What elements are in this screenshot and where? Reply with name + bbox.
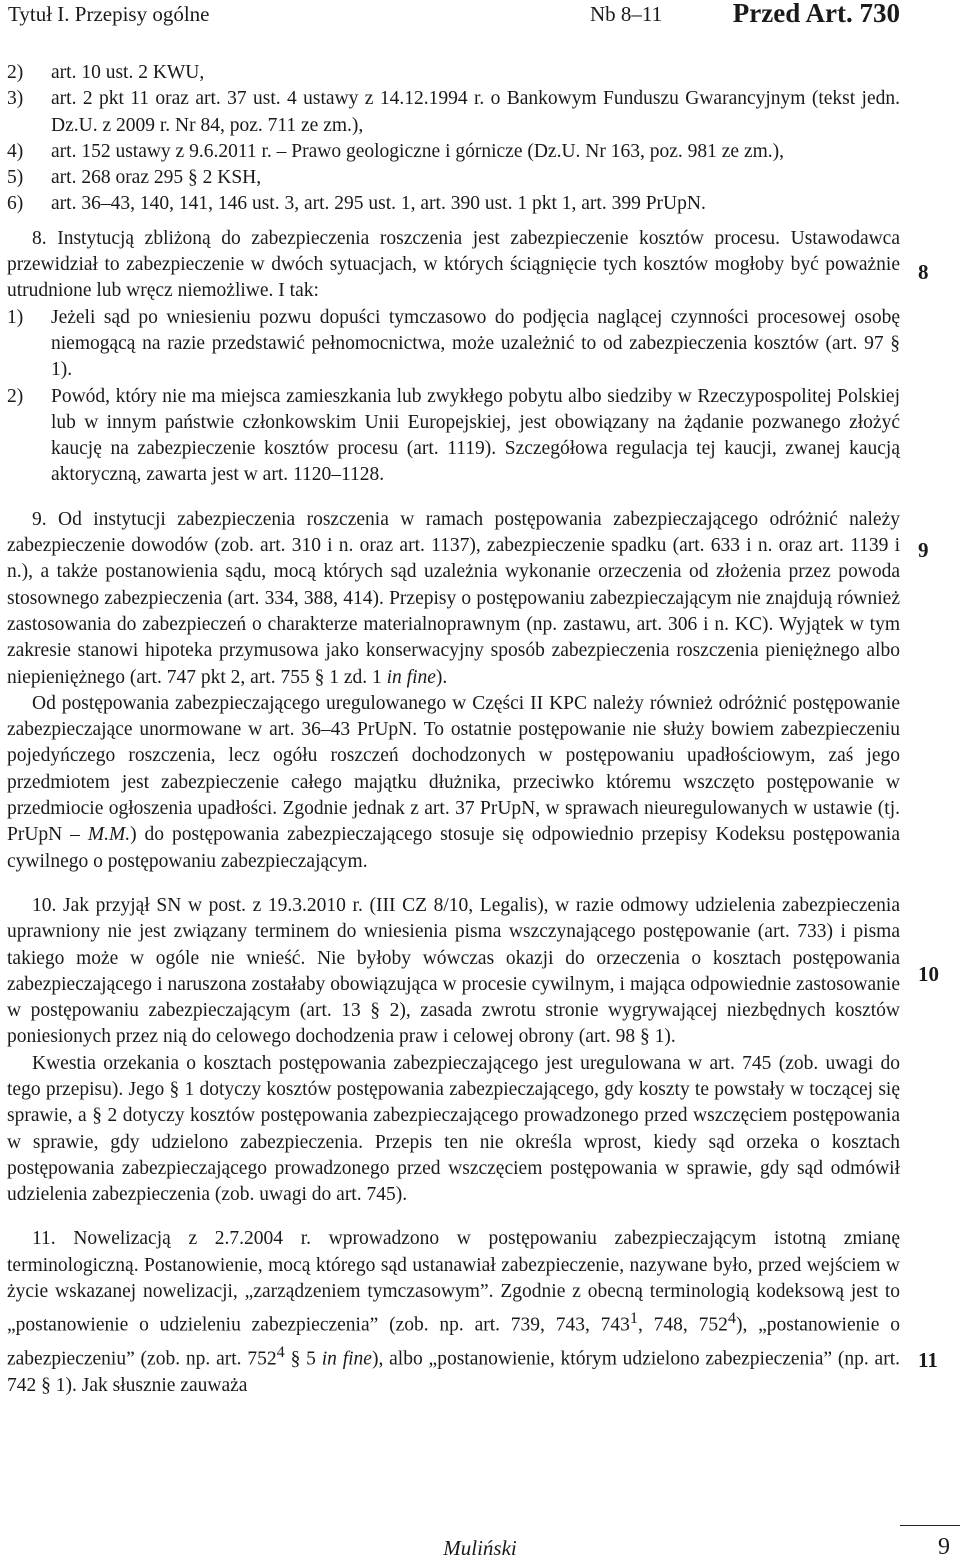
paragraph: 8. Instytucją zbliżoną do zabezpieczenia roszczenia jest zabezpieczenie kosztów procesu. Ustawodawca przewidział to zabezpieczenie w dwóch sytuacjach, w których ściągnięcie tych kosztów mogłoby być poważnie utrudnione lub wręcz niemożliwe. I tak:: [7, 227, 900, 302]
list-item: 6) art. 36–43, 140, 141, 146 ust. 3, art. 295 ust. 1, art. 390 ust. 1 pkt 1, art. 399 PrUpN.: [7, 193, 706, 215]
paragraph: Od postępowania zabezpieczającego uregulowanego w Części II KPC należy również odróżnić postępowanie zabezpieczające unormowane w art. 36–43 PrUpN. To ostatnie postępowanie nie służy bowiem zabezpieczeniu pojedyńczego roszczenia, lecz ogółu roszczeń dochodzonych w postępowaniu upadłościowym, zaś jego przedmiotem jest zabezpieczenie całego majątku dłużnika, przeciwko któremu wszczęto postępowanie w przedmiocie ogłoszenia upadłości. Zgodnie jednak z art. 37 PrUpN, w sprawach nieuregulowanych w ustawie (tj. PrUpN – M.M.) do postępowania zabezpieczającego stosuje się odpowiednio przepisy Kodeksu postępowania cywilnego o postępowaniu zabezpieczającym.: [7, 692, 901, 872]
section-nb-11: [7, 1226, 900, 1399]
paragraph: Kwestia orzekania o kosztach postępowania zabezpieczającego jest uregulowana w art. 745 (zob. uwagi do tego przepisu). Jego § 1 dotyczy kosztów postępowania zabezpieczającego, gdy koszty te powstały w toczącej się sprawie, a § 2 dotyczy kosztów postępowania zabezpieczającego prowadzonego przed wszczęciem postępowania w sprawie, gdy udzielono zabezpieczenia. Przepis ten nie określa wprost, kiedy sąd orzeka o kosztach postępowania zabezpieczającego prowadzonego przed wszczęciem postępowania w sprawie, gdy sąd odmówił udzielenia zabezpieczenia (zob. uwagi do art. 745).: [7, 1052, 900, 1206]
section-nb-8: [7, 226, 900, 489]
list-item: 1) Jeżeli sąd po wniesieniu pozwu dopuści tymczasowo do podjęcia naglącej czynności procesowej osobę niemogącą na razie przedstawić pełnomocnictwa, może uzależnić to od zabezpieczenia kosztów (art. 97 § 1).: [7, 306, 900, 381]
page-body: [7, 60, 900, 1399]
list-item: 2) Powód, który nie ma miejsca zamieszkania lub zwykłego pobytu albo siedziby w Rzeczypospolitej Polskiej lub w innym państwie członkowskim Unii Europejskiej, jest obowiązany na żądanie pozwanego złożyć kaucję na zabezpieczenie kosztów procesu (art. 1119). Szczegółowa regulacja tej kaucji, zwanej kaucją aktoryczną, zawarta jest w art. 1120–1128.: [7, 385, 900, 486]
footer-author: Muliński: [443, 1536, 517, 1560]
margin-number-9: 9: [918, 538, 929, 562]
margin-number-10: 10: [918, 962, 939, 986]
margin-number-11: 11: [918, 1348, 938, 1372]
section-nb-10: [7, 893, 900, 1209]
list-item: 3) art. 2 pkt 11 oraz art. 37 ust. 4 ustawy z 14.12.1994 r. o Bankowym Funduszu Gwarancyjnym (tekst jedn. Dz.U. z 2009 r. Nr 84, poz. 711 ze zm.),: [7, 88, 900, 136]
page-number: 9: [938, 1534, 950, 1560]
list-item: 4) art. 152 ustawy z 9.6.2011 r. – Prawo geologiczne i górnicze (Dz.U. Nr 163, poz. 981 ze zm.),: [7, 140, 785, 162]
section-nb-9: [7, 507, 900, 875]
header-title: Tytuł I. Przepisy ogólne: [8, 2, 210, 26]
paragraph: 10. Jak przyjął SN w post. z 19.3.2010 r. (III CZ 8/10, Legalis), w razie odmowy udzielenia zabezpieczenia uprawniony nie jest związany terminem do wniesienia pisma wszczynającego postępowanie (art. 733) i pisma takiego może w ogóle nie wnieść. Nie byłoby wówczas okazji do orzeczenia o kosztach postępowania zabezpieczającego i naruszona zostałaby obowiązująca w procesie cywilnym, i mająca odpowiednie zastosowanie w postępowaniu zabezpieczającym (art. 13 § 2), zasada zwrotu stronie wygrywającej niezbędnych kosztów poniesionych przez nią do celowego dochodzenia praw i celowej obrony (art. 98 § 1).: [7, 894, 900, 1048]
list-top: [7, 60, 900, 218]
header-nb: Nb 8–11: [590, 2, 663, 26]
paragraph: 9. Od instytucji zabezpieczenia roszczenia w ramach postępowania zabezpieczającego odróżnić należy zabezpieczenie dowodów (zob. art. 310 i n. oraz art. 1137), zabezpieczenie spadku (art. 633 i n. oraz art. 1139 i n.), a także postanowienia sądu, mocą których sąd uzależnia wykonanie orzeczenia od złożenia przez powoda stosownego zabezpieczenia (art. 334, 388, 414). Przepisy o postępowaniu zabezpieczającym nie znajdują również zastosowania do zabezpieczeń o charakterze materialnoprawnym (np. zastawu, art. 306 i n. KC). Wyjątek w tym zakresie stanowi hipoteka przymusowa jako konserwacyjny sposób zabezpieczenia roszczenia pieniężnego albo niepieniężnego (art. 747 pkt 2, art. 755 § 1 zd. 1 in fine).: [7, 508, 900, 688]
footer-rule: [900, 1525, 960, 1526]
list-item: 5) art. 268 oraz 295 § 2 KSH,: [7, 167, 262, 189]
header-przed-art: Przed Art. 730: [732, 0, 900, 28]
paragraph: 11. Nowelizacją z 2.7.2004 r. wprowadzono w postępowaniu zabezpieczającym istotną zmianę terminologiczną. Postanowienie, mocą którego sąd ustanawiał zabezpieczenie, nazywane było, przed wejściem w życie wskazanej nowelizacji, „zarządzeniem tymczasowym”. Zgodnie z obecną terminologią kodeksową jest to „postanowienie o udzieleniu zabezpieczenia” (zob. np. art. 739, 743, $743^1$, 748, $752^4$), „postanowienie o zabezpieczeniu” (zob. np. art. $752^4$ § 5 in fine), albo „postanowienie, którym udzielono zabezpieczenia” (np. art. 742 § 1). Jak słusznie zauważa: [7, 1228, 900, 1396]
margin-number-8: 8: [918, 260, 929, 284]
list-item: 2) art. 10 ust. 2 KWU,: [7, 62, 205, 83]
